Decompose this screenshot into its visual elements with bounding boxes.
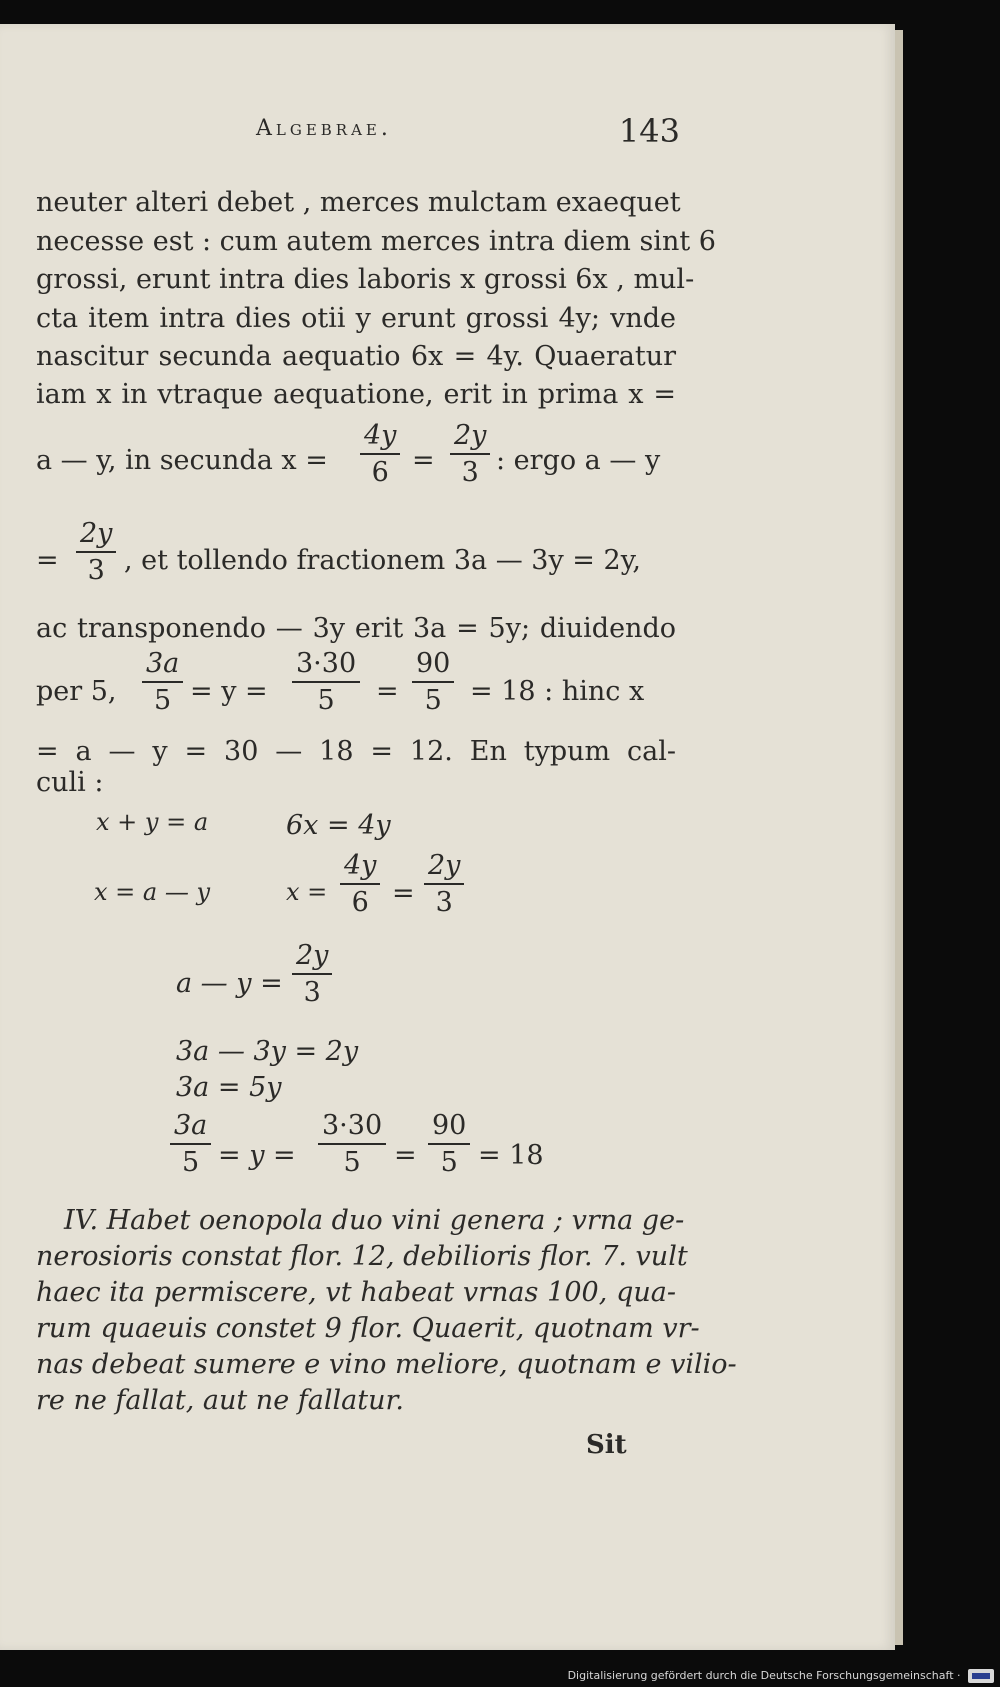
fraction-numerator: 3a — [170, 1110, 211, 1145]
problem-line: nas debeat sumere e vino meliore, quotnam e vilio- — [36, 1349, 737, 1380]
body-line: necesse est : cum autem merces intra diem sint 6 — [36, 226, 716, 257]
fraction-denominator: 3 — [87, 555, 105, 586]
fraction — [412, 648, 454, 716]
fraction-denominator: 5 — [154, 685, 172, 716]
fraction — [424, 850, 464, 918]
problem-line: IV. Habet oenopola duo vini genera ; vrna ge- — [64, 1205, 685, 1236]
math-line-7-left: a — y, in secunda x = — [36, 445, 328, 476]
body-line: = a — y = 30 — 18 = 12. En typum cal- — [36, 736, 676, 767]
equals-sign: = — [392, 878, 415, 909]
calc-step: x = a — y — [94, 878, 211, 906]
calc-step: = y = — [218, 1140, 296, 1171]
credit-text: Digitalisierung gefördert durch die Deutsche Forschungsgemeinschaft · — [567, 1669, 961, 1682]
fraction — [340, 850, 380, 918]
body-line: nascitur secunda aequatio 6x = 4y. Quaeratur — [36, 341, 676, 372]
fraction-denominator: 6 — [351, 887, 369, 918]
problem-line: haec ita permiscere, vt habeat vrnas 100, qua- — [36, 1277, 676, 1308]
body-line: neuter alteri debet , merces mulctam exaequet — [36, 187, 681, 218]
fraction-denominator: 5 — [182, 1147, 200, 1178]
equals-sign: = — [376, 676, 399, 707]
problem-line: rum quaeuis constet 9 flor. Quaerit, quotnam vr- — [36, 1313, 700, 1344]
body-line: cta item intra dies otii y erunt grossi 4y; vnde — [36, 303, 676, 334]
fraction — [76, 518, 116, 586]
fraction-numerator: 90 — [412, 648, 454, 683]
calc-step: = 18 — [478, 1140, 544, 1171]
equals-sign: = — [36, 545, 59, 576]
fraction-numerator: 2y — [76, 518, 116, 553]
body-line: culi : — [36, 767, 104, 798]
calc-step: 6x = 4y — [286, 810, 391, 841]
fraction-numerator: 3·30 — [292, 648, 360, 683]
dfg-logo-icon — [968, 1669, 994, 1683]
fraction-numerator: 2y — [424, 850, 464, 885]
calc-step: 3a = 5y — [176, 1072, 282, 1103]
fraction-denominator: 5 — [440, 1147, 458, 1178]
problem-line: re ne fallat, aut ne fallatur. — [36, 1385, 404, 1416]
fraction-denominator: 5 — [424, 685, 442, 716]
fraction — [450, 420, 490, 488]
body-line: grossi, erunt intra dies laboris x grossi 6x , mul- — [36, 264, 695, 295]
fraction-denominator: 3 — [435, 887, 453, 918]
fraction — [142, 648, 183, 716]
fraction-denominator: 5 — [343, 1147, 361, 1178]
equals-sign: = — [412, 445, 435, 476]
math-line-10-right: = 18 : hinc x — [470, 676, 645, 707]
fraction-numerator: 90 — [428, 1110, 470, 1145]
body-line: ac transponendo — 3y erit 3a = 5y; diuidendo — [36, 613, 676, 644]
calc-step: x + y = a — [96, 808, 209, 836]
digitization-credit — [568, 1669, 994, 1683]
fraction-denominator: 6 — [371, 457, 389, 488]
math-line-8-text: , et tollendo fractionem 3a — 3y = 2y, — [124, 545, 641, 576]
fraction-numerator: 2y — [450, 420, 490, 455]
fraction — [318, 1110, 386, 1178]
math-line-10-mid: = y = — [190, 676, 268, 707]
fraction-numerator: 2y — [292, 940, 332, 975]
fraction — [360, 420, 400, 488]
page-number: 143 — [618, 112, 680, 150]
problem-line: nerosioris constat flor. 12, debilioris flor. 7. vult — [36, 1241, 688, 1272]
running-head: Algebrae. — [256, 116, 392, 141]
page-header — [250, 114, 680, 154]
equals-sign: = — [394, 1140, 417, 1171]
fraction-denominator: 3 — [303, 977, 321, 1008]
math-line-7-right: : ergo a — y — [496, 445, 661, 476]
page-edge — [895, 30, 903, 1645]
catchword: Sit — [586, 1430, 627, 1460]
fraction — [170, 1110, 211, 1178]
calc-step: x = — [286, 878, 328, 906]
fraction-numerator: 4y — [360, 420, 400, 455]
calc-step: a — y = — [176, 968, 283, 999]
fraction-denominator: 3 — [461, 457, 479, 488]
calc-step: 3a — 3y = 2y — [176, 1036, 359, 1067]
math-line-10-left: per 5, — [36, 676, 117, 707]
fraction-numerator: 4y — [340, 850, 380, 885]
fraction — [292, 940, 332, 1008]
fraction-numerator: 3·30 — [318, 1110, 386, 1145]
fraction — [428, 1110, 470, 1178]
body-line: iam x in vtraque aequatione, erit in prima x = — [36, 379, 676, 410]
fraction-denominator: 5 — [317, 685, 335, 716]
fraction-numerator: 3a — [142, 648, 183, 683]
fraction — [292, 648, 360, 716]
